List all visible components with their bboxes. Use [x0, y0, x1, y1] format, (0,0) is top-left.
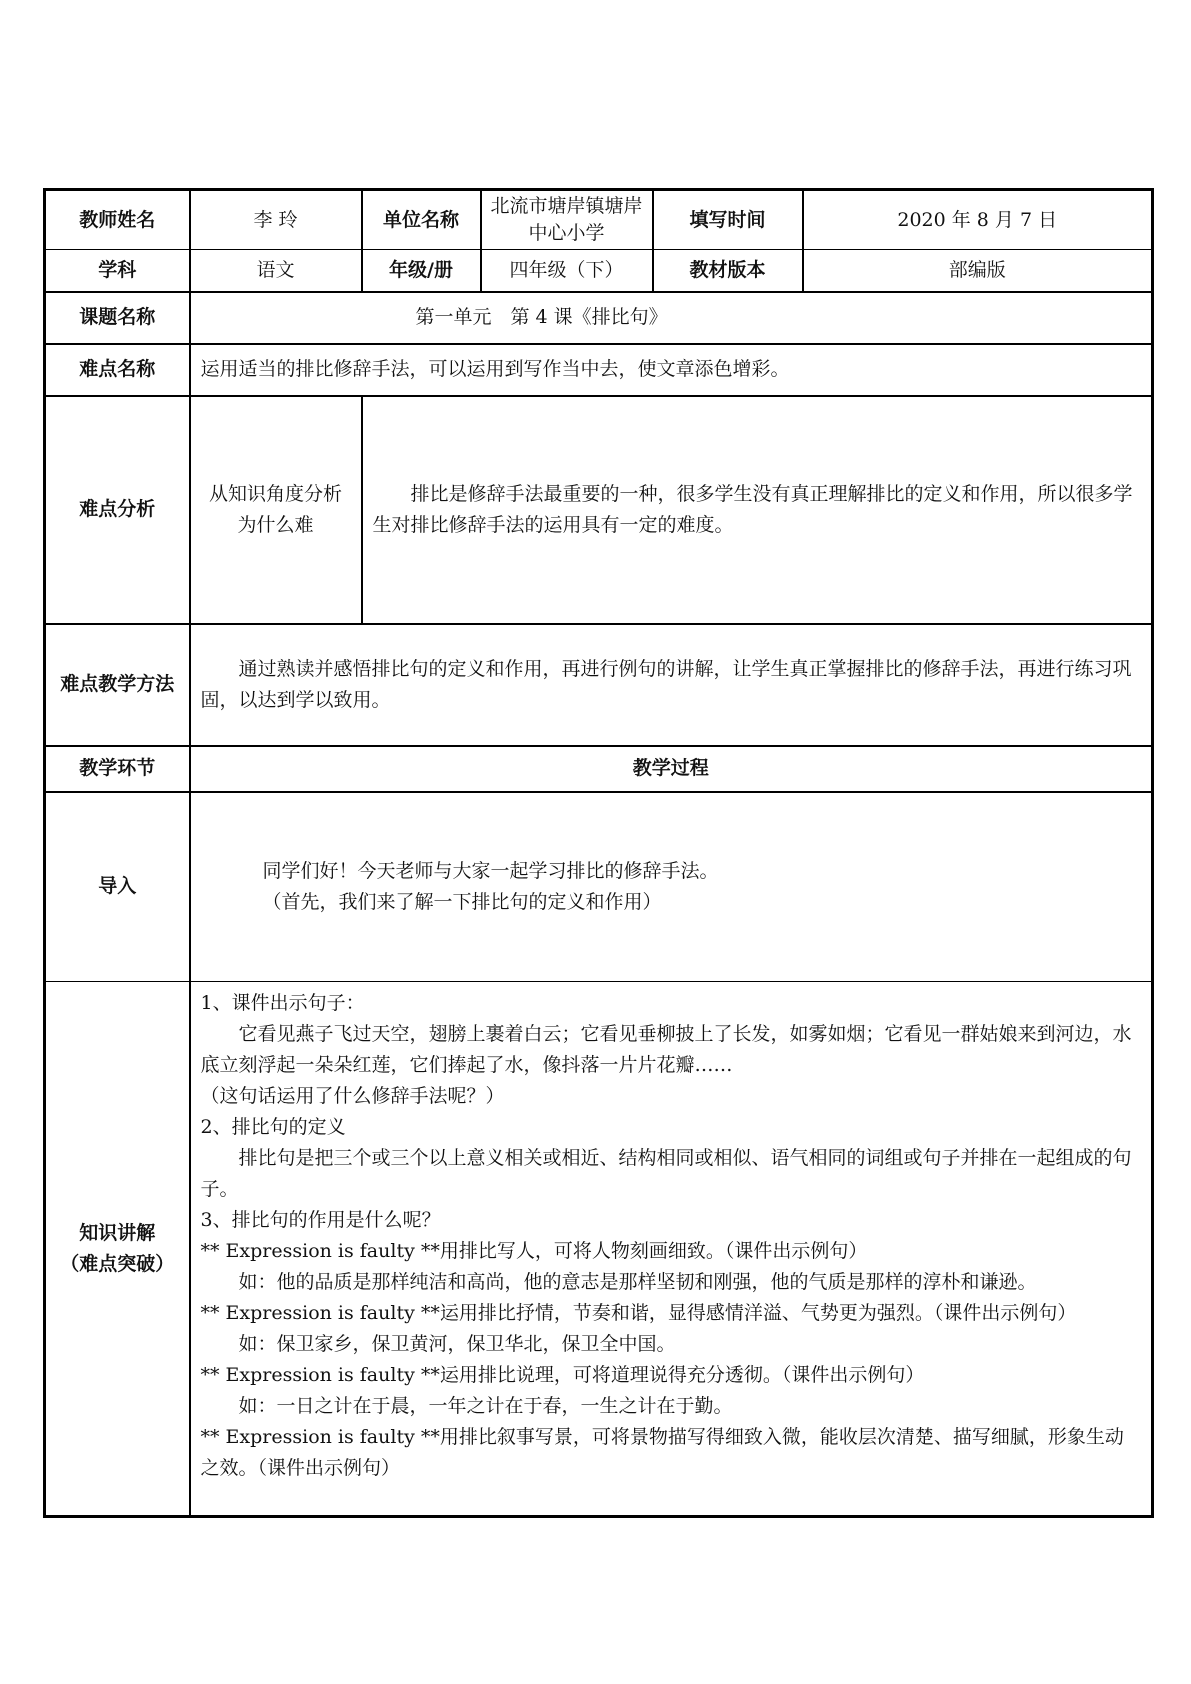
intro-line-1: 同学们好！今天老师与大家一起学习排比的修辞手法。 [262, 859, 719, 882]
edition-value: 部编版 [803, 250, 1153, 292]
process-header-label: 教学过程 [190, 746, 1153, 792]
subject-value: 语文 [190, 250, 362, 292]
grade-label: 年级/册 [362, 250, 481, 292]
method-label: 难点教学方法 [45, 624, 190, 746]
intro-line-2: （首先，我们来了解一下排比句的定义和作用） [262, 890, 662, 913]
knowledge-line: 如：一日之计在于晨，一年之计在于春，一生之计在于勤。 [238, 1395, 733, 1417]
subject-label: 学科 [45, 250, 190, 292]
knowledge-line: 如：他的品质是那样纯洁和高尚，他的意志是那样坚韧和刚强，他的气质是那样的淳朴和谦逊。 [238, 1271, 1037, 1293]
topic-label: 课题名称 [45, 292, 190, 344]
unit-name-label: 单位名称 [362, 190, 481, 250]
teacher-name-label: 教师姓名 [45, 190, 190, 250]
analysis-label: 难点分析 [45, 396, 190, 624]
knowledge-label-line-1: 知识讲解 [79, 1221, 156, 1244]
edition-label: 教材版本 [653, 250, 803, 292]
difficulty-label: 难点名称 [45, 344, 190, 396]
knowledge-line: 2、排比句的定义 [200, 1116, 346, 1138]
difficulty-value: 运用适当的排比修辞手法，可以运用到写作当中去，使文章添色增彩。 [190, 344, 1153, 396]
fill-time-value: 2020 年 8 月 7 日 [803, 190, 1153, 250]
method-value: 通过熟读并感悟排比句的定义和作用，再进行例句的讲解，让学生真正掌握排比的修辞手法，再进行练习巩固，以达到学以致用。 [190, 624, 1153, 746]
knowledge-content [190, 982, 1153, 1517]
topic-value: 第一单元 第 4 课《排比句》 [190, 292, 1153, 344]
lesson-plan-table [43, 188, 1154, 1518]
knowledge-line: ** Expression is faulty **用排比写人，可将人物刻画细致。（课件出示例句） [200, 1240, 868, 1262]
intro-content [190, 792, 1153, 982]
unit-name-value: 北流市塘岸镇塘岸中心小学 [481, 190, 653, 250]
grade-value: 四年级（下） [481, 250, 653, 292]
fill-time-label: 填写时间 [653, 190, 803, 250]
knowledge-line: 1、课件出示句子： [200, 992, 365, 1014]
analysis-value: 排比是修辞手法最重要的一种，很多学生没有真正理解排比的定义和作用，所以很多学生对排比修辞手法的运用具有一定的难度。 [362, 396, 1153, 624]
teacher-name-value: 李 玲 [190, 190, 362, 250]
knowledge-label-line-2: （难点突破） [60, 1252, 175, 1275]
knowledge-line: 排比句是把三个或三个以上意义相关或相近、结构相同或相似、语气相同的词组或句子并排在一起组成的句子。 [200, 1147, 1132, 1200]
knowledge-line: 3、排比句的作用是什么呢？ [200, 1209, 441, 1231]
intro-label: 导入 [45, 792, 190, 982]
knowledge-label [45, 982, 190, 1517]
analysis-sub-label: 从知识角度分析为什么难 [190, 396, 362, 624]
knowledge-line: ** Expression is faulty **运用排比抒情，节奏和谐，显得感情洋溢、气势更为强烈。（课件出示例句） [200, 1302, 1077, 1324]
stage-header-label: 教学环节 [45, 746, 190, 792]
knowledge-line: （这句话运用了什么修辞手法呢？） [200, 1085, 505, 1107]
knowledge-line: 如：保卫家乡，保卫黄河，保卫华北，保卫全中国。 [238, 1333, 676, 1355]
knowledge-line: 它看见燕子飞过天空，翅膀上裹着白云；它看见垂柳披上了长发，如雾如烟；它看见一群姑娘来到河边，水底立刻浮起一朵朵红莲，它们捧起了水，像抖落一片片花瓣…… [200, 1023, 1132, 1076]
knowledge-line: ** Expression is faulty **运用排比说理，可将道理说得充分透彻。（课件出示例句） [200, 1364, 925, 1386]
knowledge-line: ** Expression is faulty **用排比叙事写景，可将景物描写得细致入微，能收层次清楚、描写细腻，形象生动之效。（课件出示例句） [200, 1426, 1124, 1479]
